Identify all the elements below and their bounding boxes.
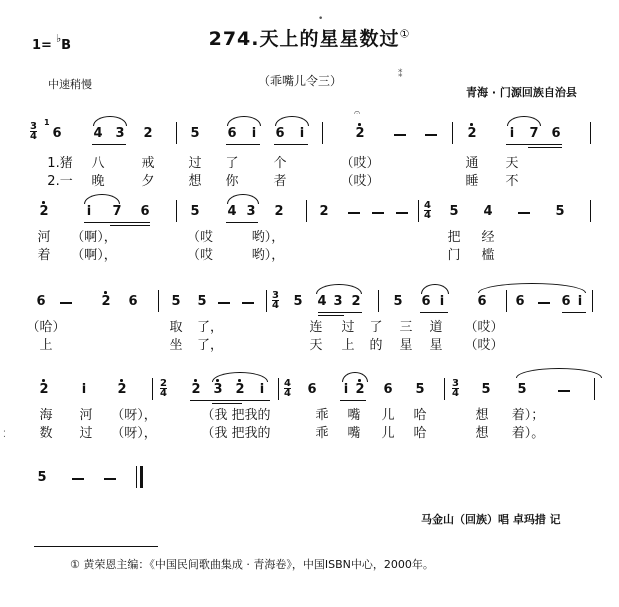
- note: 2: [351, 294, 361, 309]
- beam: [340, 400, 366, 401]
- final-barline-thick: [140, 466, 143, 488]
- beam: [420, 312, 448, 313]
- barline: [158, 290, 159, 312]
- barline: [378, 290, 379, 312]
- note: 7: [112, 204, 122, 219]
- barline: [322, 122, 323, 144]
- extension-dash: [104, 478, 116, 480]
- lyric: 过: [188, 156, 202, 171]
- fermata-icon: 𝄐: [354, 106, 361, 119]
- lyric: 了: [225, 156, 239, 171]
- lyric: 者: [273, 174, 287, 189]
- lyric: 上: [341, 338, 355, 353]
- note: 4: [483, 204, 493, 219]
- lyric: 经: [481, 230, 495, 245]
- lyric: 1.猪: [47, 156, 73, 171]
- note: 6: [307, 382, 317, 397]
- time-signature-3-4: 3 4: [30, 121, 37, 142]
- lyric: （哎）: [340, 156, 380, 171]
- note: 2: [274, 204, 284, 219]
- time-signature-4-4: 4 4: [284, 378, 291, 399]
- note: 5: [190, 204, 200, 219]
- note: 6: [515, 294, 525, 309]
- lyric: 了: [369, 320, 383, 335]
- lyric: （哎）: [464, 320, 504, 335]
- note: i: [259, 382, 265, 397]
- time-signature-2-4: 2 4: [160, 378, 167, 399]
- lyric: 不: [505, 174, 519, 189]
- barline: [306, 200, 307, 222]
- lyric: 乖: [315, 426, 329, 441]
- beam: [274, 144, 308, 145]
- lyric: （呀），: [111, 408, 157, 423]
- octave-dot: [194, 379, 197, 382]
- note: 2: [319, 204, 329, 219]
- slur: [84, 194, 120, 204]
- time-signature-3-4: 3 4: [272, 290, 279, 311]
- lyric: 想: [475, 408, 489, 423]
- extension-dash: [372, 212, 384, 214]
- note: 4: [227, 204, 237, 219]
- note: 6: [128, 294, 138, 309]
- barline: [176, 122, 177, 144]
- barline: [444, 378, 445, 400]
- lyric: 戒: [141, 156, 155, 171]
- tempo-marking: 中速稍慢: [48, 78, 92, 91]
- octave-dot: [470, 123, 473, 126]
- extension-dash: [218, 302, 230, 304]
- beam: [190, 400, 270, 401]
- slur: [421, 284, 449, 294]
- barline: [266, 290, 267, 312]
- lyric: 海: [39, 408, 53, 423]
- lyric: 嘴: [347, 408, 361, 423]
- lyric: （哎: [186, 230, 214, 245]
- note: 2: [235, 382, 245, 397]
- lyric: 你: [225, 174, 239, 189]
- barline: [278, 378, 279, 400]
- lyric: 坐: [169, 338, 183, 353]
- lyric: 八: [91, 156, 105, 171]
- beam: [92, 144, 126, 145]
- lyric: （啊），: [71, 248, 117, 263]
- note: i: [251, 126, 257, 141]
- beam: [318, 312, 362, 313]
- lyric: 哟），: [251, 248, 285, 263]
- extension-dash: [394, 134, 406, 136]
- lyric: 数: [39, 426, 53, 441]
- note: i: [509, 126, 515, 141]
- footnote-text: ① 黄荣恩主编：《中国民间歌曲集成 · 青海卷》，中国ISBN中心，2000年。: [70, 558, 434, 571]
- lyric: 了，: [196, 338, 224, 353]
- lyric: （啊），: [71, 230, 117, 245]
- lyric: （我 把我的: [201, 408, 271, 423]
- lyric: 乖: [315, 408, 329, 423]
- note: 2: [191, 382, 201, 397]
- beam: [226, 144, 260, 145]
- lyric: 个: [273, 156, 287, 171]
- note: 6: [275, 126, 285, 141]
- extension-dash: [538, 302, 550, 304]
- lyric: 把: [447, 230, 461, 245]
- lyric: 睡: [465, 174, 479, 189]
- lyric: 儿: [381, 408, 395, 423]
- scan-mark: ⁚: [3, 430, 6, 440]
- note: i: [81, 382, 87, 397]
- note: 2: [467, 126, 477, 141]
- note: 5: [555, 204, 565, 219]
- slur: [212, 372, 268, 382]
- extension-dash: [518, 212, 530, 214]
- barline: [590, 122, 591, 144]
- lyric: 哈: [413, 426, 427, 441]
- lyric: 河: [37, 230, 51, 245]
- scan-mark: •: [318, 14, 324, 24]
- song-region: 青海 · 门源回族自治县: [466, 86, 577, 99]
- note: 4: [317, 294, 327, 309]
- barline: [418, 200, 419, 222]
- barline: [176, 200, 177, 222]
- note: 3: [213, 382, 223, 397]
- barline: [452, 122, 453, 144]
- lyric: 了，: [196, 320, 224, 335]
- lyric: 通: [465, 156, 479, 171]
- note: 2: [101, 294, 111, 309]
- lyric: 星: [399, 338, 413, 353]
- lyric: 槛: [481, 248, 495, 263]
- lyric: 着: [37, 248, 51, 263]
- note: 3: [246, 204, 256, 219]
- slur: [275, 116, 309, 126]
- note: 6: [383, 382, 393, 397]
- grace-note: 1: [44, 118, 50, 127]
- score-line-2: [0, 196, 619, 288]
- score-line-3: [0, 286, 619, 378]
- note: 6: [551, 126, 561, 141]
- octave-dot: [104, 291, 107, 294]
- octave-dot: [42, 201, 45, 204]
- lyric: （哎）: [340, 174, 380, 189]
- extension-dash: [396, 212, 408, 214]
- slur: [227, 194, 259, 204]
- extension-dash: [348, 212, 360, 214]
- lyric: （我 把我的: [201, 426, 271, 441]
- beam: [84, 222, 150, 223]
- lyric: 天: [309, 338, 323, 353]
- lyric: 河: [79, 408, 93, 423]
- note: 6: [52, 126, 62, 141]
- lyric: 连: [309, 320, 323, 335]
- note: 6: [140, 204, 150, 219]
- footnote-marker: ①: [399, 27, 411, 41]
- lyric: 门: [447, 248, 461, 263]
- octave-dot: [358, 123, 361, 126]
- lyric: 取: [169, 320, 183, 335]
- note: 3: [333, 294, 343, 309]
- lyric: 夕: [141, 174, 155, 189]
- lyric: 晚: [91, 174, 105, 189]
- beam: [226, 222, 258, 223]
- lyric: 哈: [413, 408, 427, 423]
- lyric: 的: [369, 338, 383, 353]
- extension-dash: [242, 302, 254, 304]
- scan-mark: ⁑: [398, 70, 403, 80]
- octave-dot: [120, 379, 123, 382]
- key-signature: 1= ♭B: [32, 32, 72, 53]
- score-line-1: [0, 106, 619, 204]
- note: 6: [36, 294, 46, 309]
- lyric: 儿: [381, 426, 395, 441]
- beam: [506, 144, 562, 145]
- song-subtitle: （乖嘴儿令三）: [258, 74, 343, 88]
- performer-credit: 马金山（回族）唱 卓玛措 记: [421, 513, 561, 526]
- note: i: [86, 204, 92, 219]
- note: 6: [561, 294, 571, 309]
- extension-dash: [425, 134, 437, 136]
- octave-dot: [42, 379, 45, 382]
- note: 5: [293, 294, 303, 309]
- score-line-5: [0, 464, 619, 556]
- note: i: [577, 294, 583, 309]
- barline: [594, 378, 595, 400]
- lyric: 天: [505, 156, 519, 171]
- lyric: （哎: [186, 248, 214, 263]
- note: 5: [517, 382, 527, 397]
- note: i: [439, 294, 445, 309]
- note: 2: [39, 204, 49, 219]
- lyric: （哈）: [26, 320, 66, 335]
- lyric: 哟），: [251, 230, 285, 245]
- note: 5: [37, 470, 47, 485]
- lyric: 过: [341, 320, 355, 335]
- score-line-4: [0, 374, 619, 466]
- slur: [227, 116, 261, 126]
- lyric: 着）；: [511, 408, 545, 423]
- lyric: 过: [79, 426, 93, 441]
- extension-dash: [60, 302, 72, 304]
- note: i: [343, 382, 349, 397]
- note: 2: [39, 382, 49, 397]
- note: 2: [117, 382, 127, 397]
- note: i: [299, 126, 305, 141]
- lyric: （哎）: [464, 338, 504, 353]
- note: 5: [415, 382, 425, 397]
- note: 5: [449, 204, 459, 219]
- time-signature-3-4: 3 4: [452, 378, 459, 399]
- slur: [342, 372, 368, 382]
- note: 6: [421, 294, 431, 309]
- final-barline-thin: [136, 466, 137, 488]
- barline: [506, 290, 507, 312]
- note: 5: [171, 294, 181, 309]
- lyric: 着）。: [511, 426, 545, 441]
- note: 7: [529, 126, 539, 141]
- slur: [93, 116, 127, 126]
- note: 5: [481, 382, 491, 397]
- note: 4: [93, 126, 103, 141]
- extension-dash: [72, 478, 84, 480]
- barline: [152, 378, 153, 400]
- note: 5: [197, 294, 207, 309]
- slur: [507, 116, 541, 126]
- barline: [590, 200, 591, 222]
- lyric: 上: [39, 338, 53, 353]
- footnote-separator: [34, 546, 158, 547]
- note: 2: [143, 126, 153, 141]
- beam: [562, 312, 586, 313]
- note: 6: [227, 126, 237, 141]
- lyric: 三: [399, 320, 413, 335]
- barline: [592, 290, 593, 312]
- note: 5: [190, 126, 200, 141]
- note: 5: [393, 294, 403, 309]
- song-title: 274.天上的星星数过①: [208, 27, 411, 50]
- lyric: 2.一: [47, 174, 73, 189]
- lyric: 道: [429, 320, 443, 335]
- extension-dash: [558, 390, 570, 392]
- lyric: 嘴: [347, 426, 361, 441]
- slur: [316, 284, 362, 294]
- lyric: （呀），: [111, 426, 157, 441]
- lyric: 想: [475, 426, 489, 441]
- lyric: 星: [429, 338, 443, 353]
- note: 3: [115, 126, 125, 141]
- beam: [528, 147, 562, 148]
- time-signature-4-4: 4 4: [424, 200, 431, 221]
- note: 2: [355, 382, 365, 397]
- lyric: 想: [188, 174, 202, 189]
- note: 2: [355, 126, 365, 141]
- note: 6: [477, 294, 487, 309]
